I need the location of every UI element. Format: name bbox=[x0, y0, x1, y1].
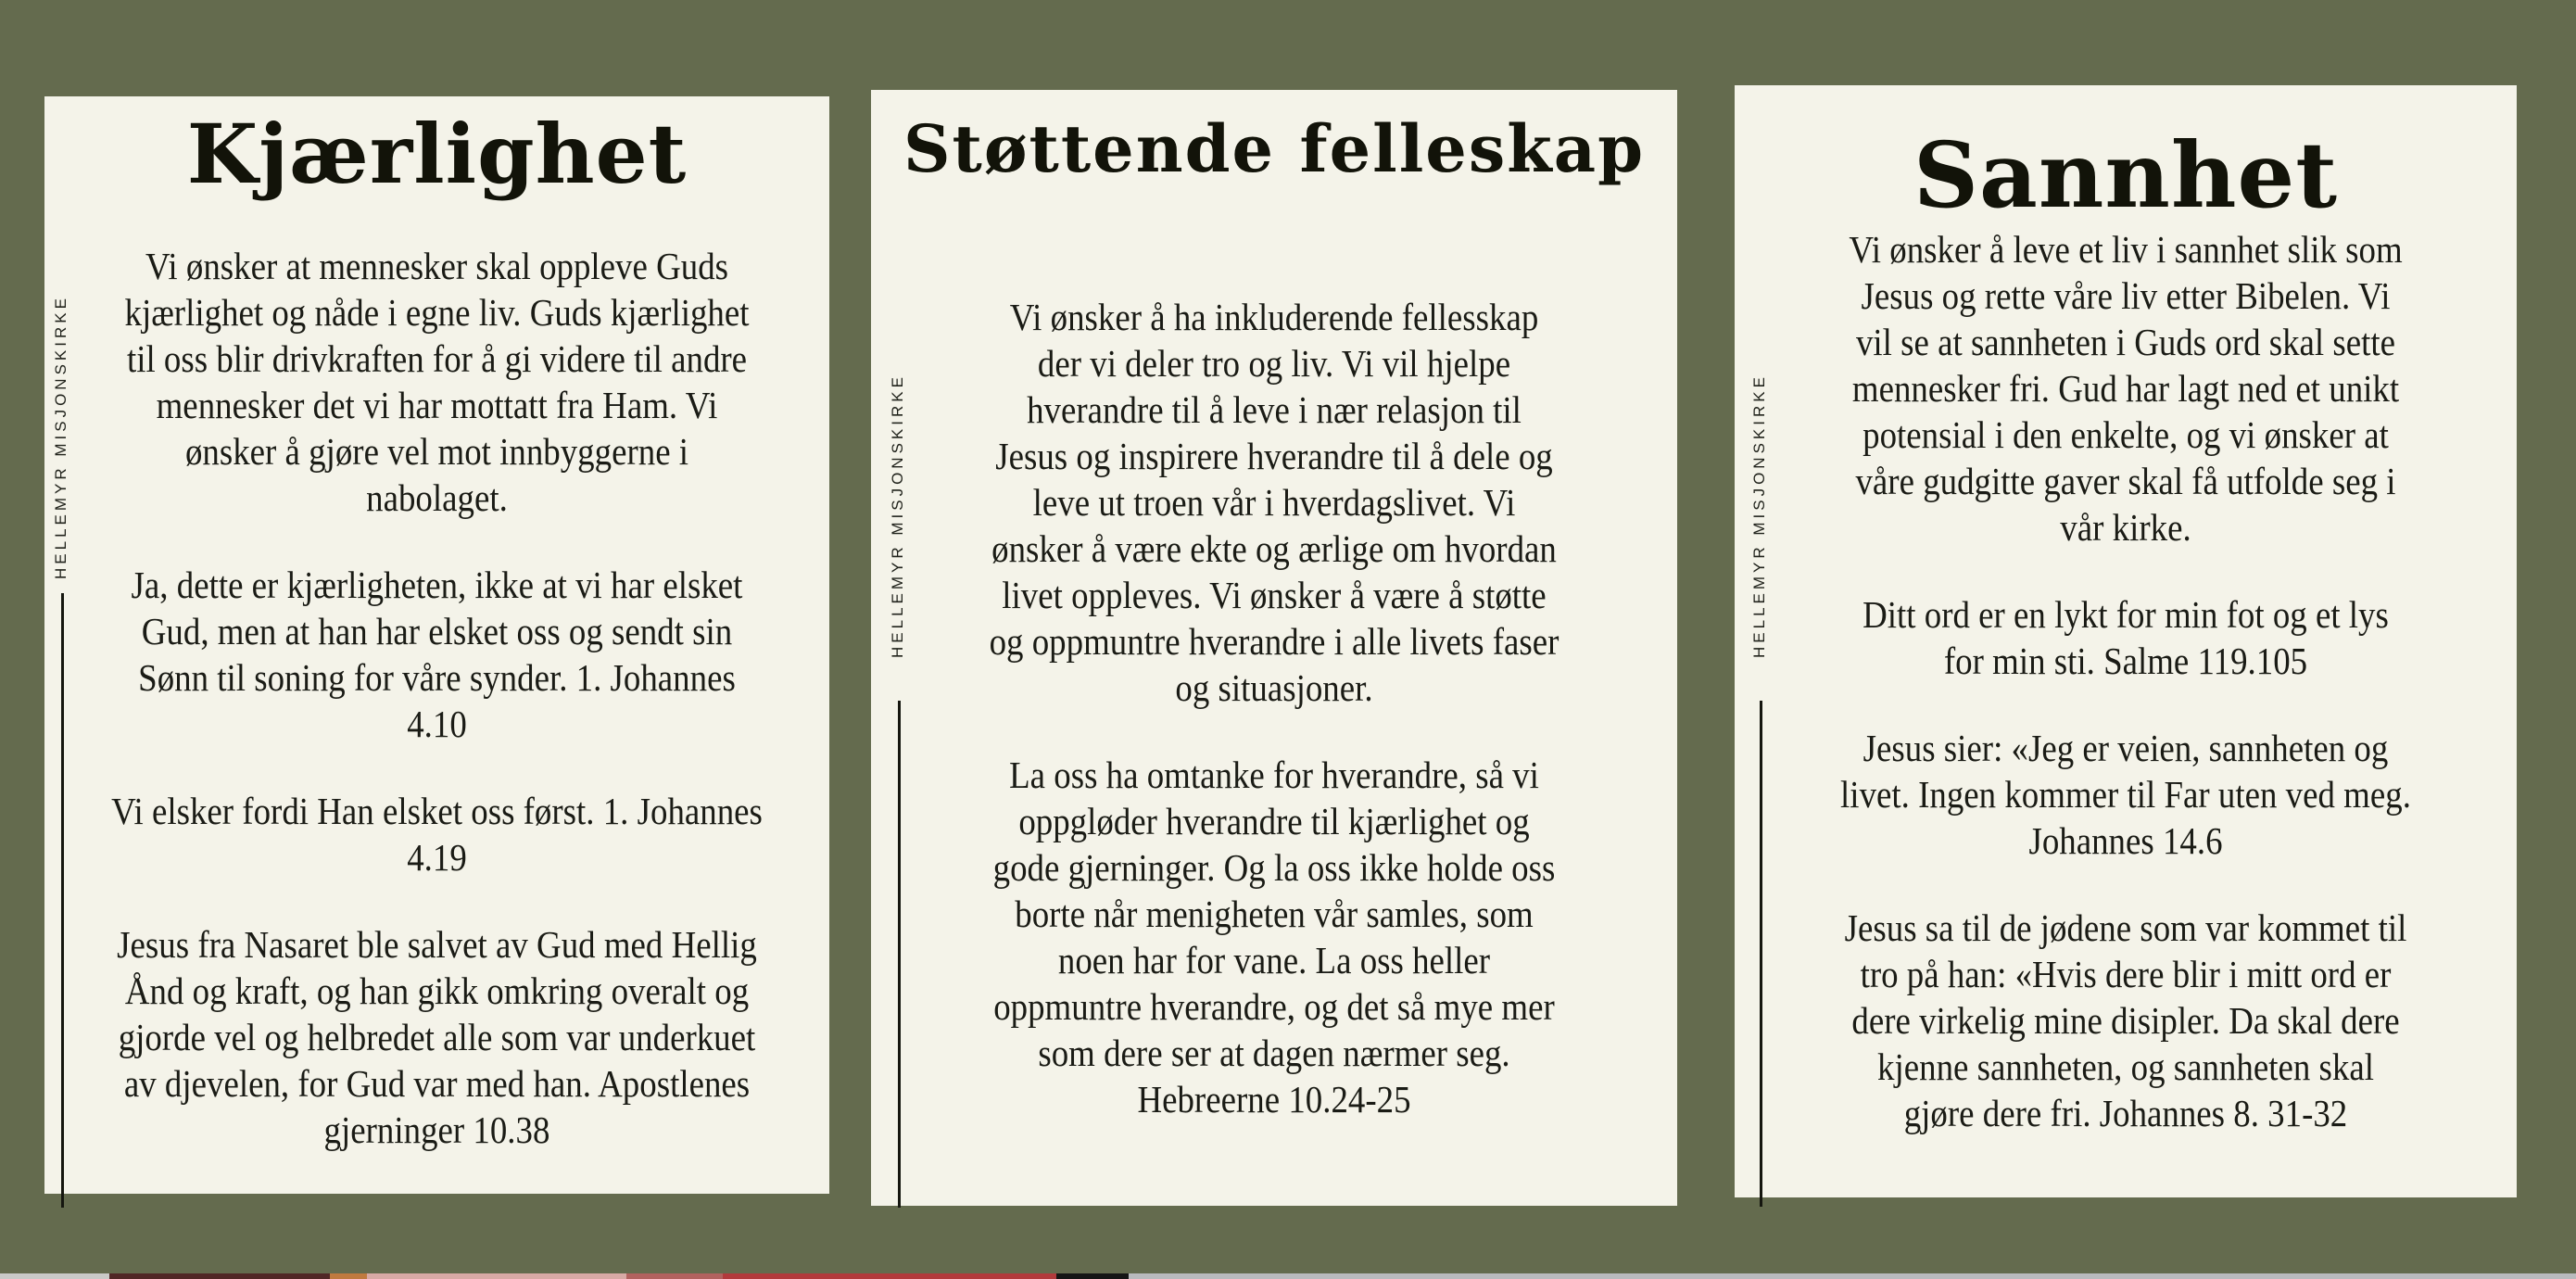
text-line: gjøre dere fri. Johannes 8. 31-32 bbox=[1903, 1092, 2348, 1134]
card-title: Sannhet bbox=[1913, 122, 2338, 228]
text-line: kjenne sannheten, og sannheten skal bbox=[1877, 1045, 2374, 1088]
photo-sliver-segment bbox=[1129, 1273, 2576, 1279]
photo-row-sliver bbox=[0, 1273, 2576, 1279]
text-line: nabolaget. bbox=[366, 476, 508, 519]
text-line: Hebreerne 10.24-25 bbox=[1137, 1078, 1411, 1121]
vertical-divider-line bbox=[61, 593, 64, 1208]
photo-sliver-segment bbox=[1056, 1273, 1129, 1279]
body-paragraph bbox=[935, 294, 1614, 711]
text-line: gode gjerninger. Og la oss ikke holde oss bbox=[992, 846, 1556, 889]
card-title: Kjærlighet bbox=[186, 106, 688, 202]
text-line: der vi deler tro og liv. Vi vil hjelpe bbox=[1037, 342, 1511, 385]
text-line: tro på han: «Hvis dere blir i mitt ord er bbox=[1860, 953, 2392, 995]
text-line: Jesus og inspirere hverandre til å dele og bbox=[995, 435, 1553, 477]
text-line: noen har for vane. La oss heller bbox=[1057, 939, 1491, 981]
body-paragraph bbox=[107, 243, 767, 521]
text-line: gjorde vel og helbredet alle som var underkuet bbox=[118, 1016, 756, 1058]
text-line: hverandre til å leve i nær relasjon til bbox=[1027, 388, 1522, 431]
text-line: La oss ha omtanke for hverandre, så vi bbox=[1009, 753, 1539, 796]
body-paragraph bbox=[1797, 725, 2454, 864]
text-line: ønsker å være ekte og ærlige om hvordan bbox=[991, 527, 1557, 570]
text-line: potensial i den enkelte, og vi ønsker at bbox=[1863, 413, 2389, 456]
text-line: våre gudgitte gaver skal få utfolde seg i bbox=[1855, 460, 2396, 502]
text-line: til oss blir drivkraften for å gi videre til andre bbox=[126, 337, 748, 380]
text-line: Jesus sa til de jødene som var kommet til bbox=[1844, 906, 2407, 949]
text-line: Jesus fra Nasaret ble salvet av Gud med Hellig bbox=[117, 923, 757, 966]
vertical-brand-label: HELLEMYR MISJONSKIRKE bbox=[52, 295, 69, 579]
text-line: som dere ser at dagen nærmer seg. bbox=[1038, 1032, 1510, 1074]
text-line: leve ut troen vår i hverdagslivet. Vi bbox=[1032, 481, 1516, 524]
text-line: Ditt ord er en lykt for min fot og et lys bbox=[1863, 593, 2389, 636]
text-line: mennesker fri. Gud har lagt ned et unikt bbox=[1851, 367, 2400, 410]
text-line: av djevelen, for Gud var med han. Apostlenes bbox=[123, 1062, 751, 1105]
text-line: borte når menigheten vår samles, som bbox=[1015, 893, 1534, 935]
text-line: kjærlighet og nåde i egne liv. Guds kjærlighet bbox=[124, 291, 750, 334]
card-body-text bbox=[1761, 226, 2491, 1136]
body-paragraph bbox=[935, 752, 1614, 1122]
text-line: Vi ønsker å leve et liv i sannhet slik som bbox=[1849, 228, 2403, 271]
vertical-divider-line bbox=[1760, 701, 1762, 1207]
text-line: Sønn til soning for våre synder. 1. Johannes bbox=[138, 656, 736, 699]
text-line: livet oppleves. Vi ønsker å være å støtte bbox=[1002, 574, 1547, 616]
photo-sliver-segment bbox=[330, 1273, 367, 1279]
text-line: Ja, dette er kjærligheten, ikke at vi har elsket bbox=[131, 564, 743, 606]
text-line: Jesus sier: «Jeg er veien, sannheten og bbox=[1863, 727, 2389, 769]
text-line: Gud, men at han har elsket oss og sendt sin bbox=[141, 610, 733, 652]
text-line: vil se at sannheten i Guds ord skal sette bbox=[1855, 321, 2396, 363]
card-body-text bbox=[897, 294, 1651, 1122]
text-line: 4.10 bbox=[407, 703, 467, 745]
text-line: ønsker å gjøre vel mot innbyggerne i bbox=[184, 430, 689, 473]
text-line: og situasjoner. bbox=[1175, 666, 1373, 709]
body-paragraph bbox=[1797, 591, 2454, 684]
text-line: dere virkelig mine disipler. Da skal dere bbox=[1851, 999, 2400, 1042]
text-line: mennesker det vi har mottatt fra Ham. Vi bbox=[156, 384, 718, 426]
text-line: Vi ønsker å ha inkluderende fellesskap bbox=[1009, 296, 1539, 338]
text-line: gjerninger 10.38 bbox=[323, 1108, 550, 1151]
text-line: vår kirke. bbox=[2060, 506, 2191, 549]
photo-sliver-segment bbox=[723, 1273, 1056, 1279]
text-line: Vi elsker fordi Han elsket oss først. 1. Johannes bbox=[111, 790, 763, 832]
body-paragraph bbox=[107, 788, 767, 880]
value-card-stottende-felleskap[interactable] bbox=[871, 90, 1677, 1206]
text-line: for min sti. Salme 119.105 bbox=[1943, 640, 2308, 682]
text-line: Vi ønsker at mennesker skal oppleve Guds bbox=[145, 245, 729, 287]
text-line: og oppmuntre hverandre i alle livets faser bbox=[989, 620, 1559, 663]
photo-sliver-segment bbox=[367, 1273, 626, 1279]
text-line: Ånd og kraft, og han gikk omkring overalt og bbox=[124, 969, 750, 1012]
value-card-kjaerlighet[interactable] bbox=[44, 96, 829, 1194]
text-line: livet. Ingen kommer til Far uten ved meg. bbox=[1840, 773, 2411, 816]
card-title: Støttende felleskap bbox=[903, 110, 1646, 187]
photo-sliver-segment bbox=[0, 1273, 109, 1279]
vertical-brand-label: HELLEMYR MISJONSKIRKE bbox=[889, 374, 906, 658]
photo-sliver-segment bbox=[109, 1273, 330, 1279]
body-paragraph bbox=[107, 921, 767, 1153]
text-line: Johannes 14.6 bbox=[2028, 819, 2223, 862]
photo-sliver-segment bbox=[626, 1273, 723, 1279]
vertical-divider-line bbox=[898, 701, 901, 1208]
text-line: oppmuntre hverandre, og det så mye mer bbox=[993, 985, 1555, 1028]
text-line: 4.19 bbox=[407, 836, 467, 879]
body-paragraph bbox=[107, 562, 767, 747]
value-card-sannhet[interactable] bbox=[1735, 85, 2517, 1197]
text-line: Jesus og rette våre liv etter Bibelen. Vi bbox=[1861, 274, 2391, 317]
card-body-text bbox=[70, 243, 803, 1153]
body-paragraph bbox=[1797, 905, 2454, 1136]
vertical-brand-label: HELLEMYR MISJONSKIRKE bbox=[1750, 374, 1768, 658]
text-line: oppgløder hverandre til kjærlighet og bbox=[1018, 800, 1530, 842]
body-paragraph bbox=[1797, 226, 2454, 551]
